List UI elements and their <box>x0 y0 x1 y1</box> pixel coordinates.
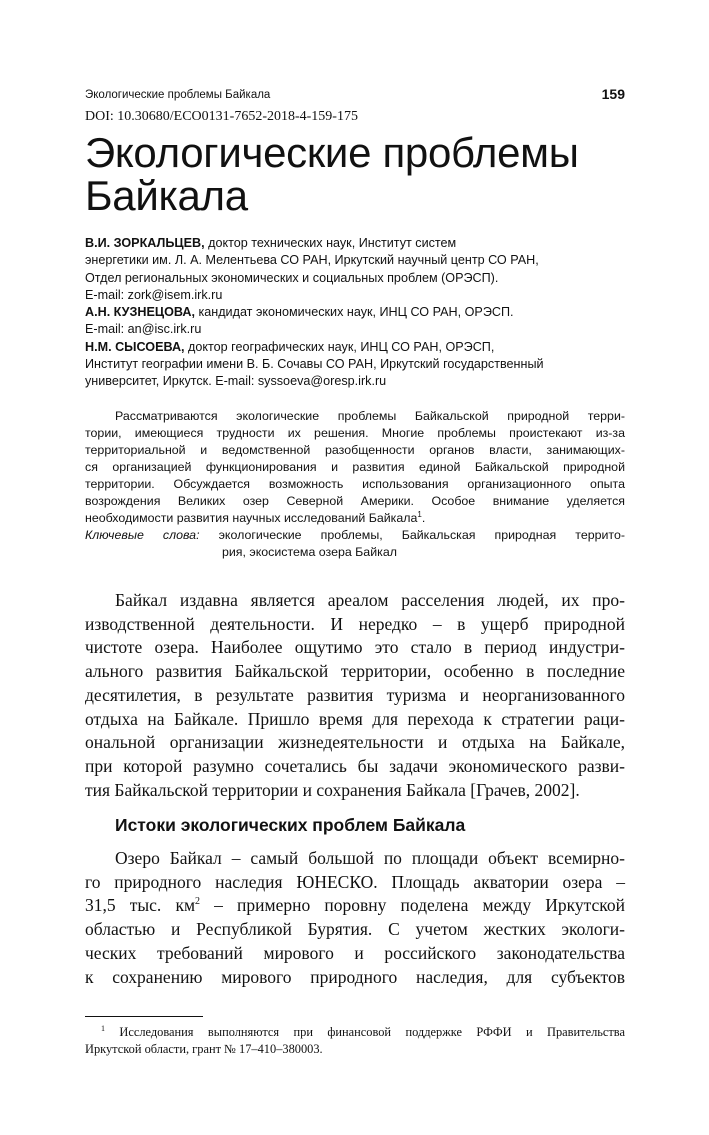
abstract-line-text: необходимости развития научных исследований Байкала <box>85 511 418 525</box>
body-line: отдыха на Байкале. Пришло время для перехода к стратегии раци- <box>85 708 625 729</box>
abstract-line: территориальной и ведомственной разобщенности органов власти, занимающих- <box>85 443 625 457</box>
body-paragraph-1 <box>85 589 625 802</box>
body-line: десятилетия, в результате развития туризма и неорганизованного <box>85 684 625 705</box>
author-1-email: E-mail: zork@isem.irk.ru <box>85 287 223 302</box>
keywords-text: экологические проблемы, Байкальская природная террито- <box>199 528 625 542</box>
author-3-line-2: Институт географии имени В. Б. Сочавы СО РАН, Иркутский государственный <box>85 357 544 372</box>
author-3-line-1 <box>85 339 625 356</box>
title-line-2: Байкала <box>85 172 248 219</box>
body-line: ональной организации жизнедеятельности и отдыха на Байкале, <box>85 732 625 753</box>
author-1-affiliation: доктор технических наук, Институт систем <box>204 236 457 250</box>
author-2-line-1 <box>85 304 625 321</box>
footnote-text: Исследования выполняются при финансовой поддержке РФФИ и Правительства <box>105 1025 625 1039</box>
doi: DOI: 10.30680/ECO0131-7652-2018-4-159-175 <box>85 109 358 124</box>
author-3-name: Н.М. СЫСОЕВА, <box>85 339 185 354</box>
body-line: го природного наследия ЮНЕСКО. Площадь акватории озера – <box>85 871 625 892</box>
footnote-ref: 1 <box>417 509 422 519</box>
footnote-divider <box>85 1016 203 1017</box>
body-text: 31,5 тыс. км <box>85 895 196 916</box>
author-2-email: E-mail: an@isc.irk.ru <box>85 322 202 337</box>
author-1-name: В.И. ЗОРКАЛЬЦЕВ, <box>85 236 205 250</box>
body-line: ального развития Байкальской территории, особенно в последние <box>85 661 625 682</box>
body-line: ческих требований мирового и российского законодательства <box>85 942 625 963</box>
author-2-name: А.Н. КУЗНЕЦОВА, <box>85 305 195 320</box>
footnote <box>85 1024 625 1058</box>
abstract-period: . <box>421 511 426 525</box>
section-heading: Истоки экологических проблем Байкала <box>115 815 466 835</box>
author-3-line-3: университет, Иркутск. E-mail: syssoeva@oresp.irk.ru <box>85 374 387 389</box>
author-1-line-3: Отдел региональных экономических и социальных проблем (ОРЭСП). <box>85 270 499 285</box>
abstract-line: территории. Обсуждается возможность использования организационного опыта <box>85 477 625 491</box>
page-header <box>85 86 625 106</box>
superscript: 2 <box>195 896 201 908</box>
abstract-line: Рассматриваются экологические проблемы Байкальской природной терри- <box>115 409 625 423</box>
body-line: чистоте озера. Наиболее ощутимо это стало в период индустри- <box>85 637 625 658</box>
abstract-line: ся организацией функционирования и развития единой Байкальской природной <box>85 460 625 474</box>
body-line-with-superscript <box>85 894 625 918</box>
keywords-line-1 <box>85 527 625 544</box>
body-line: при которой разумно сочетались бы задачи экономического разви- <box>85 755 625 776</box>
body-line: тия Байкальской территории и сохранения Байкала [Грачев, 2002]. <box>85 779 580 800</box>
body-text: – примерно поровну поделена между Иркутской <box>200 895 625 916</box>
abstract <box>85 408 625 561</box>
body-line: к сохранению мирового природного наследия, для субъектов <box>85 966 625 987</box>
body-line: Байкал издавна является ареалом расселения людей, их про- <box>115 590 625 610</box>
footnote-mark: 1 <box>101 1023 105 1033</box>
body-line: областью и Республикой Бурятия. С учетом жестких экологи- <box>85 919 625 940</box>
author-2-affiliation: кандидат экономических наук, ИНЦ СО РАН, ОРЭСП. <box>194 305 514 320</box>
running-title: Экологические проблемы Байкала <box>85 89 271 101</box>
article-title <box>85 131 579 217</box>
body-line: Озеро Байкал – самый большой по площади объект всемирно- <box>115 848 625 868</box>
title-line-1: Экологические проблемы <box>85 129 579 176</box>
abstract-line-last <box>85 510 625 527</box>
authors-block <box>85 235 625 391</box>
author-1-line-2: энергетики им. Л. А. Мелентьева СО РАН, Иркутский научный центр СО РАН, <box>85 253 539 268</box>
keywords-line-2: рия, экосистема озера Байкал <box>222 545 397 559</box>
abstract-line: тории, имеющиеся трудности их решения. Многие проблемы проистекают из-за <box>85 426 625 440</box>
keywords-label: Ключевые слова: <box>85 528 200 542</box>
footnote-line-2: Иркутской области, грант № 17–410–380003. <box>85 1042 323 1056</box>
body-paragraph-2 <box>85 847 625 989</box>
author-1-line-1 <box>85 235 625 252</box>
article-page <box>85 0 625 1135</box>
body-line: изводственной деятельности. И нередко – в ущерб природной <box>85 613 625 634</box>
abstract-line: возрождения Великих озер Северной Америки. Особое внимание уделяется <box>85 494 625 508</box>
footnote-line-1 <box>85 1024 625 1041</box>
page-number: 159 <box>601 86 625 102</box>
author-3-affiliation: доктор географических наук, ИНЦ СО РАН, ОРЭСП, <box>184 339 495 354</box>
